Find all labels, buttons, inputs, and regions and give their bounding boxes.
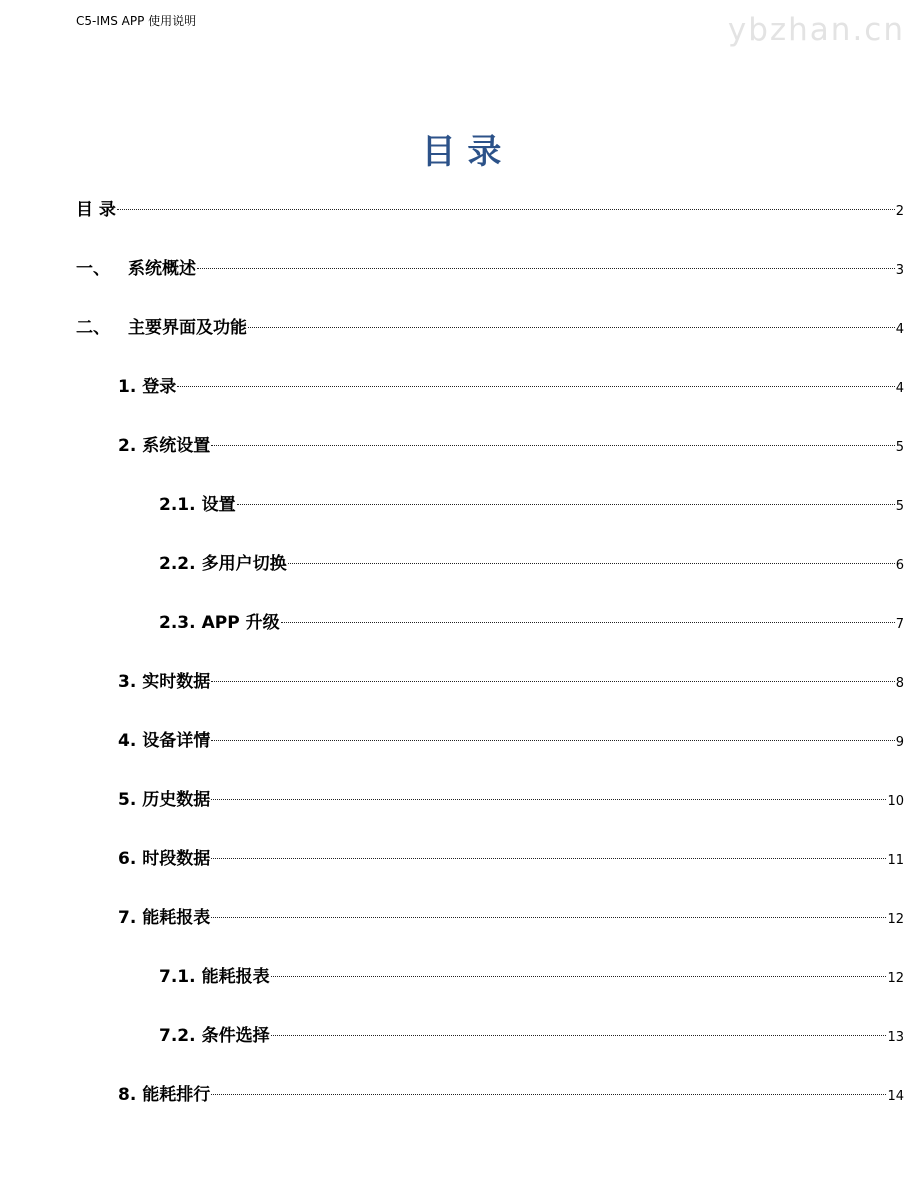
- toc-page-number: 3: [895, 263, 904, 278]
- toc-entry[interactable]: [76, 724, 904, 783]
- toc-entry-number: 2.: [118, 436, 137, 456]
- toc-dot-leader: [271, 1034, 887, 1036]
- toc-dot-leader: [211, 739, 894, 741]
- toc-entry[interactable]: [76, 1078, 904, 1137]
- toc-entry[interactable]: [76, 606, 904, 665]
- toc-entry-title: 目 录: [76, 200, 116, 220]
- toc-entry-title: 历史数据: [142, 790, 211, 810]
- toc-entry[interactable]: [76, 488, 904, 547]
- toc-page-number: 5: [895, 499, 904, 514]
- toc-entry-number: 8.: [118, 1085, 137, 1105]
- toc-entry-number: 2.2.: [159, 554, 196, 574]
- toc-page-number: 8: [895, 676, 904, 691]
- toc-dot-leader: [288, 562, 895, 564]
- toc-entry-number: 6.: [118, 849, 137, 869]
- toc-entry-title: 时段数据: [142, 849, 211, 869]
- toc-entry-title: 系统设置: [142, 436, 211, 456]
- toc-entry-title: 能耗排行: [142, 1085, 211, 1105]
- toc-entry-number: 1.: [118, 377, 137, 397]
- toc-dot-leader: [248, 326, 895, 328]
- toc-entry[interactable]: [76, 842, 904, 901]
- toc-dot-leader: [271, 975, 887, 977]
- toc-entry-title: 系统概述: [128, 259, 196, 279]
- toc-entry[interactable]: [76, 783, 904, 842]
- toc-dot-leader: [211, 857, 886, 859]
- toc-entry-title: 条件选择: [201, 1026, 270, 1046]
- toc-entry-number: 2.1.: [159, 495, 196, 515]
- toc-dot-leader: [211, 798, 886, 800]
- toc-entry-number: 7.1.: [159, 967, 196, 987]
- toc-entry[interactable]: [76, 901, 904, 960]
- toc-page-number: 12: [887, 912, 904, 927]
- toc-entry-number: 一、: [76, 259, 110, 279]
- toc-entry-title: 设备详情: [142, 731, 211, 751]
- toc-entry-title: 登录: [142, 377, 177, 397]
- toc-entry-title: 能耗报表: [201, 967, 270, 987]
- toc-page-number: 10: [887, 794, 904, 809]
- toc-page-number: 6: [895, 558, 904, 573]
- toc-page-number: 9: [895, 735, 904, 750]
- toc-entry[interactable]: [76, 1019, 904, 1078]
- toc-page-number: 11: [887, 853, 904, 868]
- toc-entry[interactable]: [76, 960, 904, 1019]
- toc-entry[interactable]: [76, 547, 904, 606]
- toc-dot-leader: [281, 621, 895, 623]
- toc-entry-number: 7.: [118, 908, 137, 928]
- document-header: C5-IMS APP 使用说明: [76, 14, 197, 28]
- toc-page-number: 2: [895, 204, 904, 219]
- toc-entry-number: 3.: [118, 672, 137, 692]
- toc-entry-number: 2.3.: [159, 613, 196, 633]
- toc-page-number: 7: [895, 617, 904, 632]
- toc-dot-leader: [197, 267, 895, 269]
- toc-dot-leader: [211, 916, 886, 918]
- watermark: ybzhan.cn: [727, 12, 905, 48]
- toc-entry-number: 5.: [118, 790, 137, 810]
- toc-entry[interactable]: [76, 665, 904, 724]
- toc-page-number: 13: [887, 1030, 904, 1045]
- toc-page-number: 4: [895, 322, 904, 337]
- page-title: 目 录: [421, 132, 502, 172]
- toc-dot-leader: [211, 444, 894, 446]
- toc-dot-leader: [211, 680, 894, 682]
- toc-dot-leader: [117, 208, 895, 210]
- toc-entry-title: 多用户切换: [201, 554, 287, 574]
- toc-page-number: 4: [895, 381, 904, 396]
- toc-dot-leader: [177, 385, 894, 387]
- toc-page-number: 5: [895, 440, 904, 455]
- toc-entry[interactable]: [76, 193, 904, 252]
- toc-entry[interactable]: [76, 311, 904, 370]
- toc-entry-number: 二、: [76, 318, 110, 338]
- toc-page-number: 14: [887, 1089, 904, 1104]
- toc-entry-title: 主要界面及功能: [128, 318, 247, 338]
- toc-entry-number: 7.2.: [159, 1026, 196, 1046]
- toc-entry-number: 4.: [118, 731, 137, 751]
- table-of-contents: [76, 193, 904, 1137]
- toc-entry[interactable]: [76, 370, 904, 429]
- toc-dot-leader: [237, 503, 895, 505]
- toc-entry-title: 实时数据: [142, 672, 211, 692]
- toc-entry-title: APP 升级: [201, 613, 280, 633]
- toc-dot-leader: [211, 1093, 886, 1095]
- toc-entry-title: 设置: [201, 495, 236, 515]
- toc-entry-title: 能耗报表: [142, 908, 211, 928]
- toc-entry[interactable]: [76, 252, 904, 311]
- toc-entry[interactable]: [76, 429, 904, 488]
- toc-page-number: 12: [887, 971, 904, 986]
